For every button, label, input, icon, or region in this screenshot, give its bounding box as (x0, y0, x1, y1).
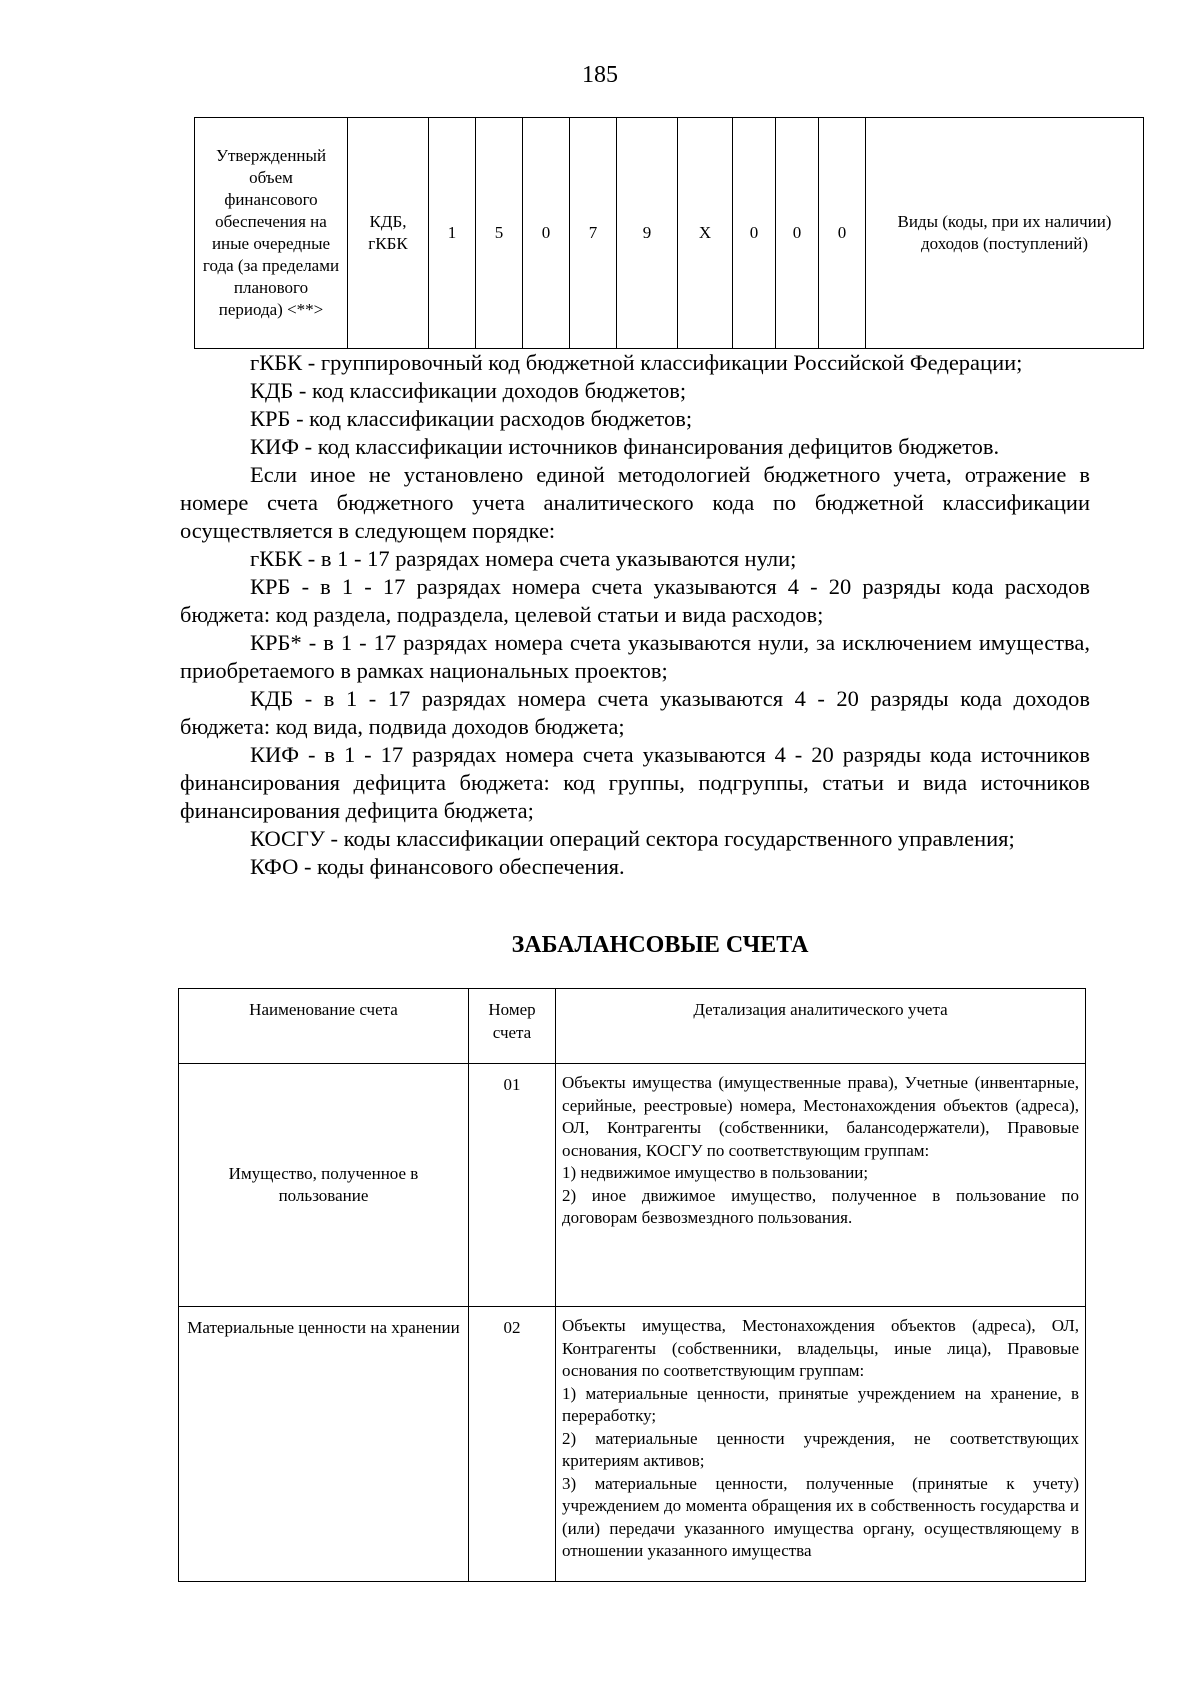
account-detail (556, 1064, 1086, 1307)
code-digit: 5 (476, 118, 523, 349)
rule: КДБ - в 1 - 17 разрядах номера счета указываются 4 - 20 разряды кода доходов бюджета: код вида, подвида доходов бюджета; (180, 686, 1090, 739)
header-detail: Детализация аналитического учета (556, 989, 1086, 1064)
abbreviation: КИФ - код классификации источников финансирования дефицитов бюджетов. (250, 434, 1000, 459)
account-name: Имущество, полученное в пользование (179, 1064, 469, 1307)
detail-item: 3) материальные ценности, полученные (принятые к учету) учреждением до момента обращения их в собственность государства и (или) передачи указанного имущества органу, осуществляющему в отношении указанного имущества (562, 1473, 1079, 1560)
code-digit: 1 (429, 118, 476, 349)
detail-item: 2) материальные ценности учреждения, не соответствующих критериям активов; (562, 1428, 1079, 1470)
body-text (180, 349, 1090, 881)
detail-item: 1) материальные ценности, принятые учреждением на хранение, в переработку; (562, 1383, 1079, 1425)
rule: КРБ* - в 1 - 17 разрядах номера счета указываются нули, за исключением имущества, приобретаемого в рамках национальных проектов; (180, 630, 1090, 683)
rule: КОСГУ - коды классификации операций сектора государственного управления; (250, 826, 1015, 851)
rule: КФО - коды финансового обеспечения. (250, 854, 625, 879)
detail-item: 1) недвижимое имущество в пользовании; (562, 1163, 869, 1182)
section-title: ЗАБАЛАНСОВЫЕ СЧЕТА (511, 932, 809, 958)
code-digit: X (678, 118, 733, 349)
code-type: КДБ, гКБК (348, 118, 429, 349)
rule: гКБК - в 1 - 17 разрядах номера счета указываются нули; (250, 546, 797, 571)
code-digit: 7 (570, 118, 617, 349)
table-row (195, 118, 1144, 349)
code-digit: 9 (617, 118, 678, 349)
intro-paragraph: Если иное не установлено единой методологией бюджетного учета, отражение в номере счета бюджетного учета аналитического кода по бюджетной классификации осуществляется в следующем порядке: (180, 462, 1090, 543)
code-digit: 0 (776, 118, 819, 349)
budget-code-table (194, 117, 1144, 349)
detail-text: Объекты имущества (имущественные права), Учетные (инвентарные, серийные, реестровые) номера, Местонахождения объектов (адреса), ОЛ, Контрагенты (собственники, балансодержатели), Правовые основания, КОСГУ по соответствующим группам: (562, 1073, 1079, 1160)
table-row (179, 1307, 1086, 1582)
account-detail (556, 1307, 1086, 1582)
table-header-row (179, 989, 1086, 1064)
code-digit: 0 (819, 118, 866, 349)
code-description: Виды (коды, при их наличии) доходов (поступлений) (866, 118, 1144, 349)
header-number: Номер счета (469, 989, 556, 1064)
abbreviation: КРБ - код классификации расходов бюджетов; (250, 406, 693, 431)
detail-text: Объекты имущества, Местонахождения объектов (адреса), ОЛ, Контрагенты (собственники, владельцы, иные лица), Правовые основания по соответствующим группам: (562, 1316, 1079, 1380)
code-digit: 0 (523, 118, 570, 349)
code-digit: 0 (733, 118, 776, 349)
account-number: 02 (469, 1307, 556, 1582)
table-row (179, 1064, 1086, 1307)
page-number: 185 (582, 62, 618, 88)
header-name: Наименование счета (179, 989, 469, 1064)
row-label: Утвержденный объем финансового обеспечения на иные очередные года (за пределами планового периода) <**> (195, 118, 348, 349)
account-name: Материальные ценности на хранении (179, 1307, 469, 1582)
rule: КРБ - в 1 - 17 разрядах номера счета указываются 4 - 20 разряды кода расходов бюджета: код раздела, подраздела, целевой статьи и вида расходов; (180, 574, 1090, 627)
abbreviation: КДБ - код классификации доходов бюджетов; (250, 378, 687, 403)
abbreviation: гКБК - группировочный код бюджетной классификации Российской Федерации; (250, 350, 1023, 375)
account-number: 01 (469, 1064, 556, 1307)
off-balance-accounts-table (178, 988, 1086, 1582)
detail-item: 2) иное движимое имущество, полученное в пользование по договорам безвозмездного пользования. (562, 1185, 1079, 1227)
rule: КИФ - в 1 - 17 разрядах номера счета указываются 4 - 20 разряды кода источников финансирования дефицита бюджета: код группы, подгруппы, статьи и вида источников финансирования дефицита бюджета; (180, 742, 1090, 823)
